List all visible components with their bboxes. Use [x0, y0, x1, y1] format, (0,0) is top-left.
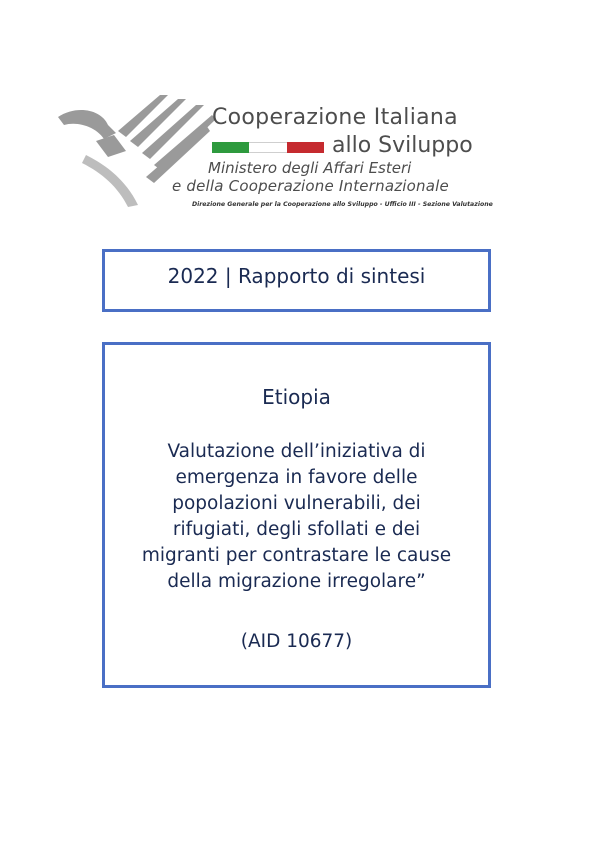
logo-subtitle: allo Sviluppo	[332, 133, 473, 158]
italian-flag-icon	[212, 142, 324, 153]
logo-flag-row	[212, 133, 552, 158]
report-title-line: emergenza in favore delle	[175, 467, 418, 488]
logo	[56, 95, 546, 220]
logo-direzione: Direzione Generale per la Cooperazione allo Sviluppo - Ufficio III - Sezione Valutazione	[192, 201, 493, 208]
report-title	[113, 439, 480, 595]
report-title-line: della migrazione irregolare”	[167, 571, 426, 592]
report-title-line: migranti per contrastare le cause	[141, 545, 452, 566]
report-title-box	[102, 342, 491, 688]
country-name: Etiopia	[262, 385, 331, 409]
report-type-box	[102, 249, 491, 312]
report-title-line: popolazioni vulnerabili, dei	[172, 493, 421, 514]
logo-ministry-line1: Ministero degli Affari Esteri	[208, 159, 412, 177]
logo-title: Cooperazione Italiana	[212, 105, 458, 130]
report-title-line: Valutazione dell’iniziativa di	[167, 441, 426, 462]
logo-ministry-line2: e della Cooperazione Internazionale	[172, 177, 449, 195]
aid-code: (AID 10677)	[240, 631, 353, 652]
report-title-line: rifugiati, degli sfollati e dei	[172, 519, 421, 540]
report-type-label: 2022 | Rapporto di sintesi	[167, 263, 426, 288]
